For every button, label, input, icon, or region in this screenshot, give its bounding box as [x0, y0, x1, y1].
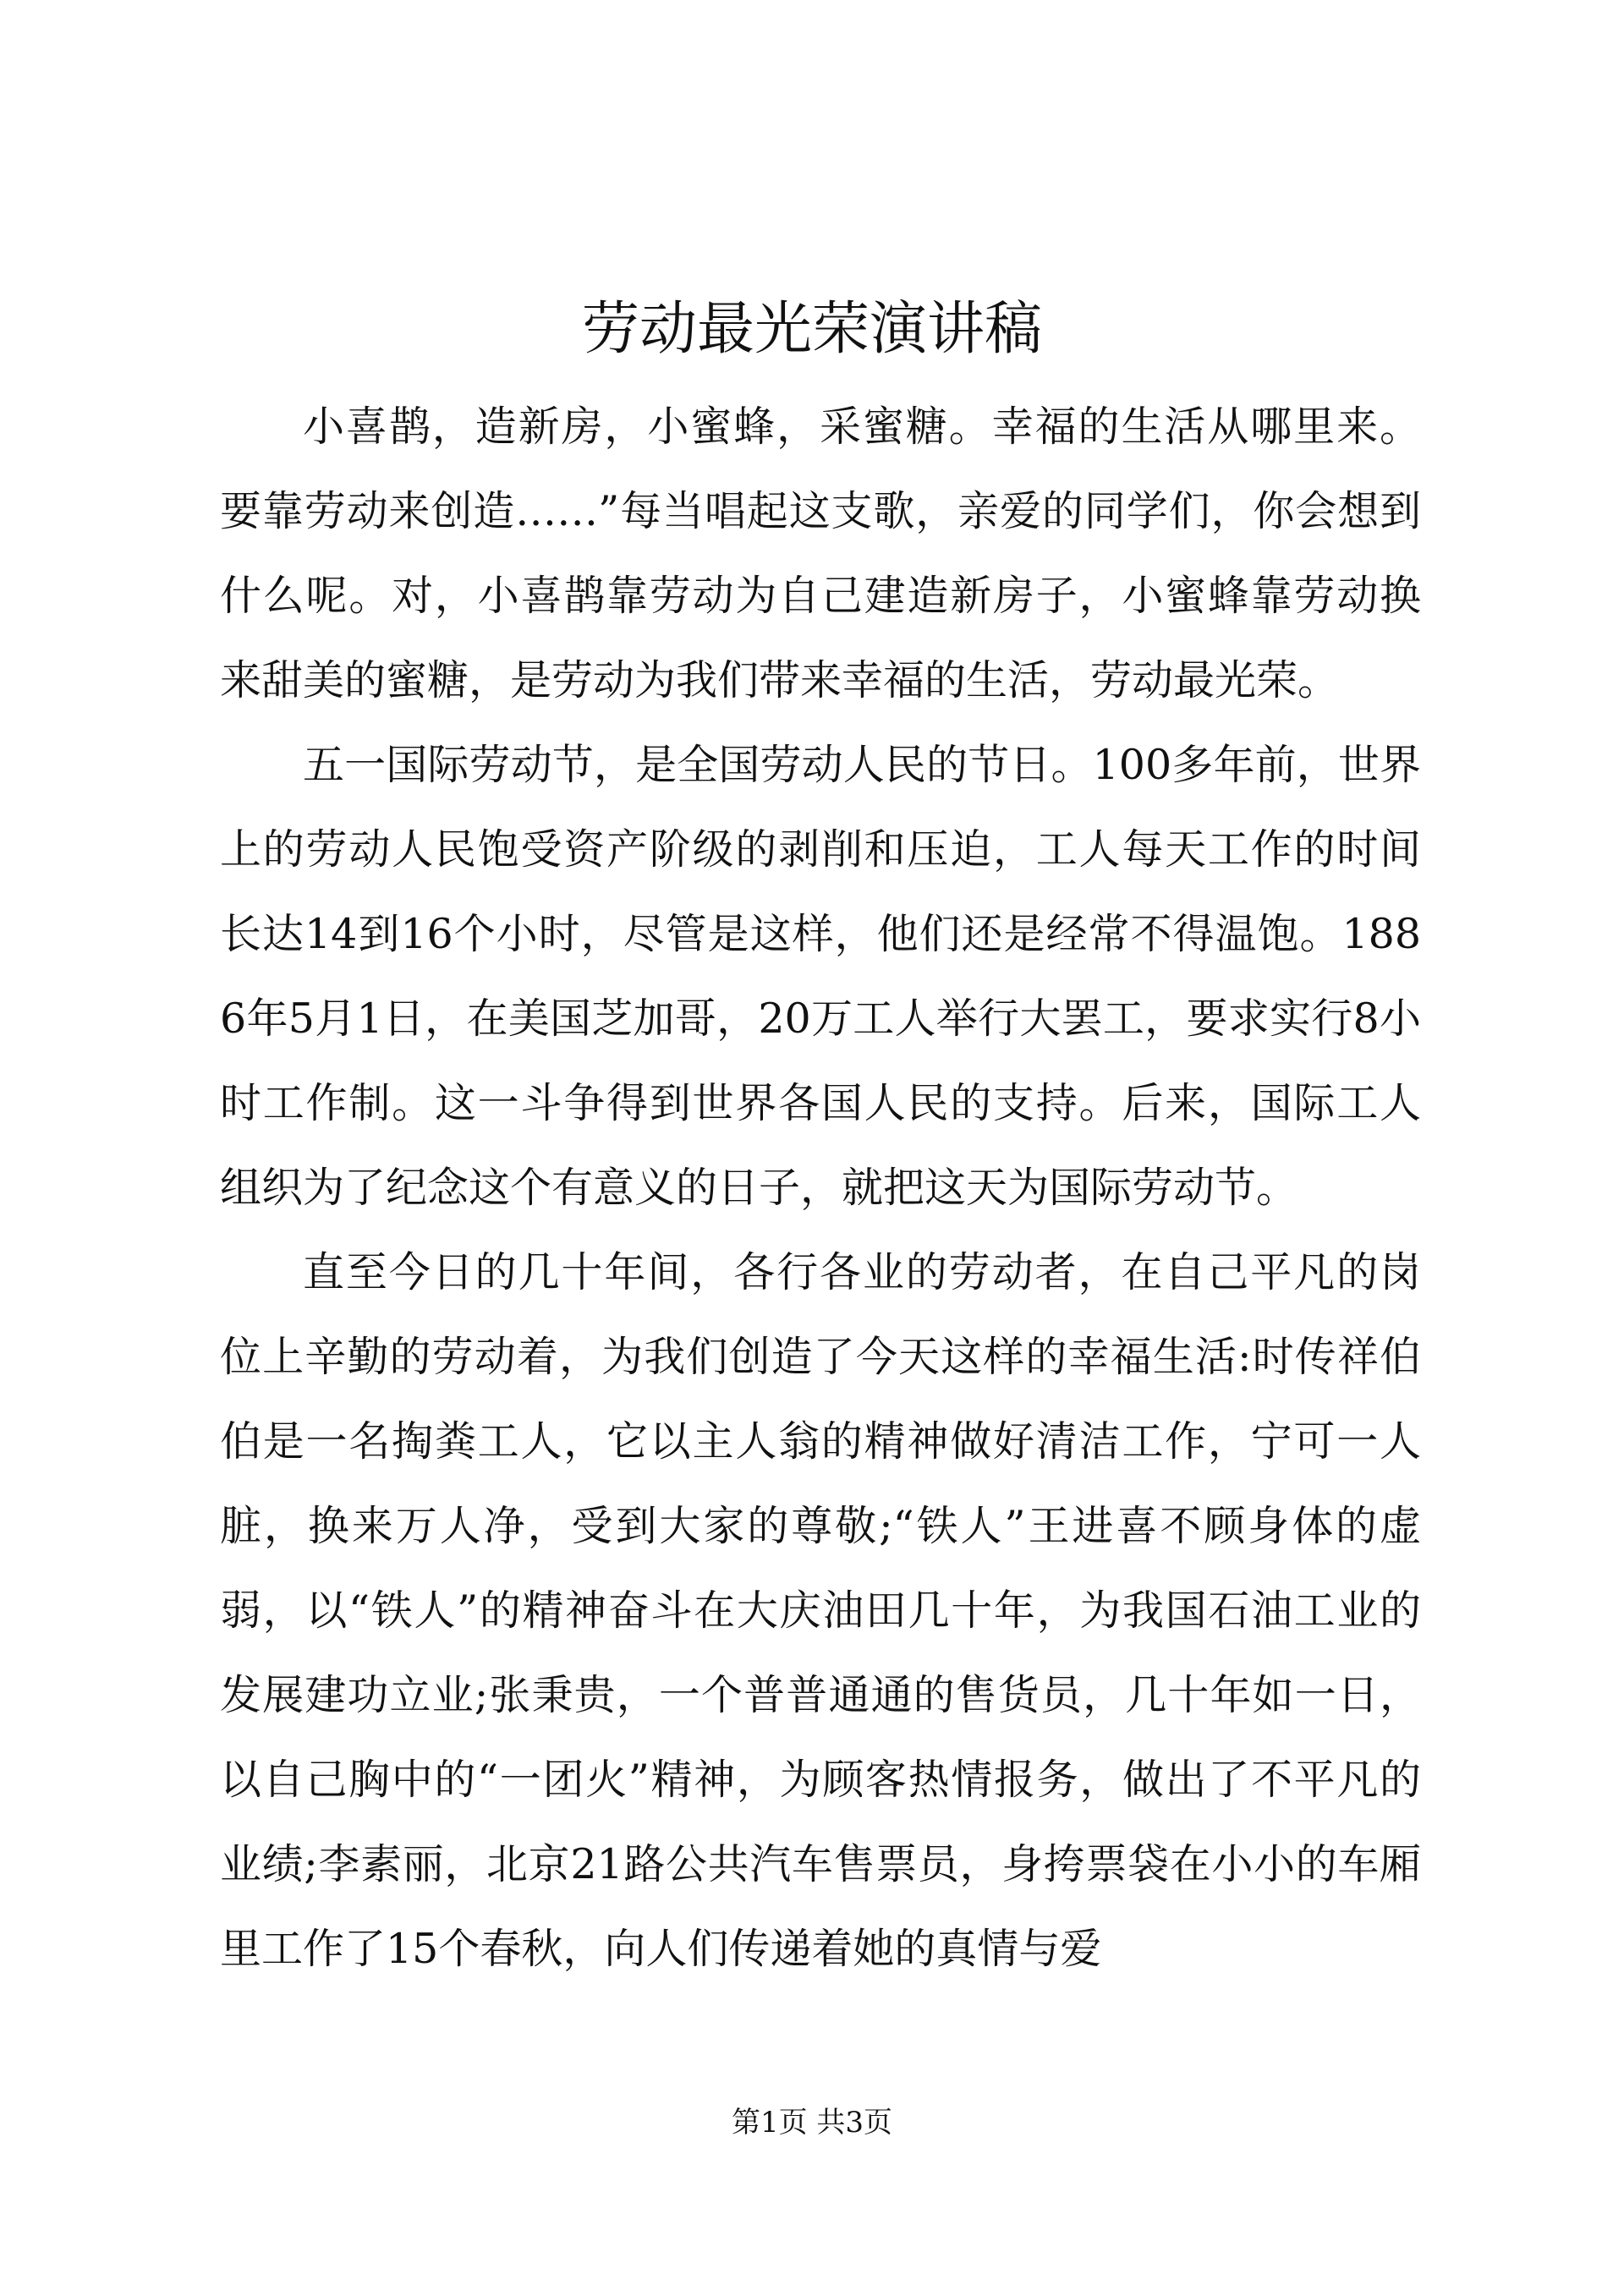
- page-footer: 第1页 共3页: [731, 2106, 893, 2140]
- paragraph-1: 小喜鹊，造新房，小蜜蜂，采蜜糖。幸福的生活从哪里来。要靠劳动来创造……”每当唱起这支歌，亲爱的同学们，你会想到什么呢。对，小喜鹊靠劳动为自己建造新房子，小蜜蜂靠劳动换来甜美的蜜糖，是劳动为我们带来幸福的生活，劳动最光荣。: [220, 403, 1421, 704]
- paragraph-3: 直至今日的几十年间，各行各业的劳动者，在自己平凡的岗位上辛勤的劳动着，为我们创造了今天这样的幸福生活:时传祥伯伯是一名掏粪工人，它以主人翁的精神做好清洁工作，宁可一人脏，换来万人净，受到大家的尊敬;“铁人”王进喜不顾身体的虚弱，以“铁人”的精神奋斗在大庆油田几十年，为我国石油工业的发展建功立业;张秉贵，一个普普通通的售货员，几十年如一日，以自己胸中的“一团火”精神，为顾客热情报务，做出了不平凡的业绩;李素丽，北京21路公共汽车售票员，身挎票袋在小小的车厢里工作了15个春秋，向人们传递着她的真情与爱: [220, 1248, 1421, 1973]
- document-title: 劳动最光荣演讲稿: [581, 296, 1042, 363]
- paragraph-2: 五一国际劳动节，是全国劳动人民的节日。100多年前，世界上的劳动人民饱受资产阶级的剥削和压迫，工人每天工作的时间长达14到16个小时，尽管是这样，他们还是经常不得温饱。1886年5月1日，在美国芝加哥，20万工人举行大罢工，要求实行8小时工作制。这一斗争得到世界各国人民的支持。后来，国际工人组织为了纪念这个有意义的日子，就把这天为国际劳动节。: [220, 741, 1421, 1212]
- document-body: [220, 385, 1421, 1992]
